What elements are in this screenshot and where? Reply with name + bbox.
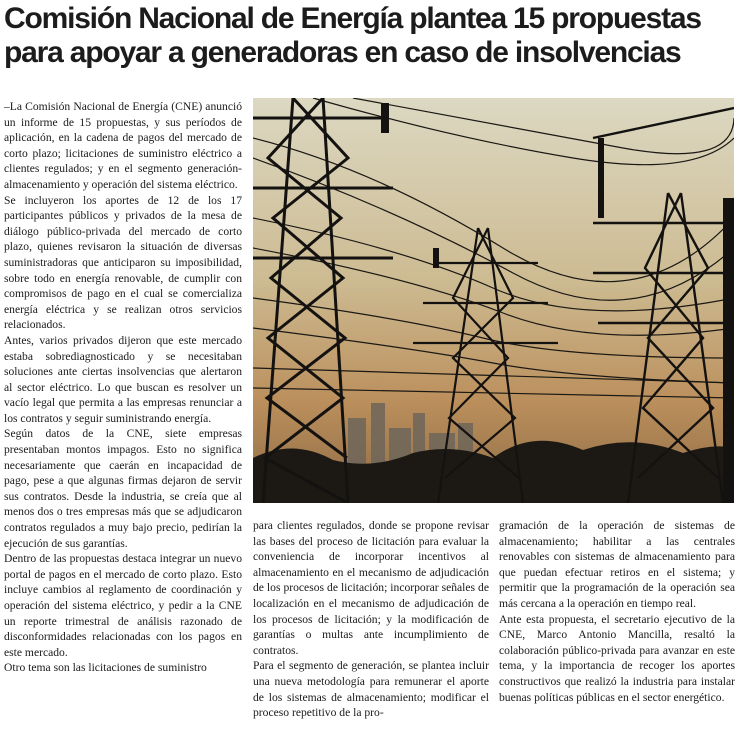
paragraph: Según datos de la CNE, siete empresas presentaban montos impagos. Esto no significa necesariamente que caerán en incapacidad de pago, pese a que algunas firmas dejaron de servir sus contratos. Desde la industria, se creía que al menos dos o tres empresas más que se adjudicaron contratos regulados a muy bajo precio, pedirían la ejecución de sus garantías. [4, 427, 242, 550]
paragraph: Otro tema son las licitaciones de suministro [4, 661, 207, 675]
paragraph: para clientes regulados, donde se propone revisar las bases del proceso de licitación para evaluar la conveniencia de incorporar incentivos al almacenamiento en el mecanismo de adjudicación de los procesos de licitación; incorporar señales de localización en el mecanismo de adjudicación de los procesos de licitación; y la modificación de garantías o multas ante incumplimiento de contratos. [253, 519, 489, 657]
paragraph: Ante esta propuesta, el secretario ejecutivo de la CNE, Marco Antonio Mancilla, resaltó la colaboración público-privada para avanzar en este tema, y la importancia de recoger los aportes constructivos que realizó la industria para instalar buenas políticas públicas en el sector energético. [499, 612, 735, 704]
paragraph: Dentro de las propuestas destaca integrar un nuevo portal de pagos en el mercado de corto plazo. Esto incluye cambios al reglamento de coordinación y operación del sistema eléctrico, y pedir a la CNE un reporte trimestral de análisis razonado de disconformidades relacionadas con los pagos en este mercado. [4, 552, 242, 659]
paragraph: gramación de la operación de sistemas de almacenamiento; habilitar a las centrales renovables con sistemas de almacenamiento para que puedan efectuar retiros en el sistema; y permitir que la programación de la operación sea más cercana a la operación en tiempo real. [499, 519, 735, 610]
column-2 [253, 518, 489, 721]
paragraph: –La Comisión Nacional de Energía (CNE) anunció un informe de 15 propuestas, y sus períodos de aplicación, en la cadena de pagos del mercado de corto plazo; licitaciones de suministro eléctrico a clientes regulados; y en el segmento generación-almacenamiento y operación del sistema eléctrico. [4, 100, 242, 191]
paragraph: Para el segmento de generación, se plantea incluir una nueva metodología para remunerar el aporte de los sistemas de almacenamiento; modificar el proceso repetitivo de la pro- [253, 659, 489, 720]
headline: Comisión Nacional de Energía plantea 15 propuestas para apoyar a generadoras en caso de insolvencias [4, 2, 701, 69]
power-lines-photo [253, 98, 734, 503]
column-3 [499, 518, 735, 705]
paragraph: Se incluyeron los aportes de 12 de los 17 participantes públicos y privados de la mesa de diálogo público-privada del mercado de corto plazo, quienes revisaron la situación de diversas suministradoras que anticiparon su imposibilidad, sobre todo en energía renovable, de cumplir con compromisos de pago en el cual se comercializa energía eléctrica y se realizan otros servicios relacionados. [4, 193, 242, 332]
column-1 [4, 99, 242, 676]
transmission-towers-illustration [253, 98, 734, 503]
paragraph: Antes, varios privados dijeron que este mercado estaba sobrediagnosticado y se necesitaban soluciones ante ciertas insolvencias que alertaron al sector eléctrico. Lo que buscan es resolver un vacío legal que permita a las empresas renunciar a los contratos y seguir suministrando energía. [4, 333, 242, 425]
